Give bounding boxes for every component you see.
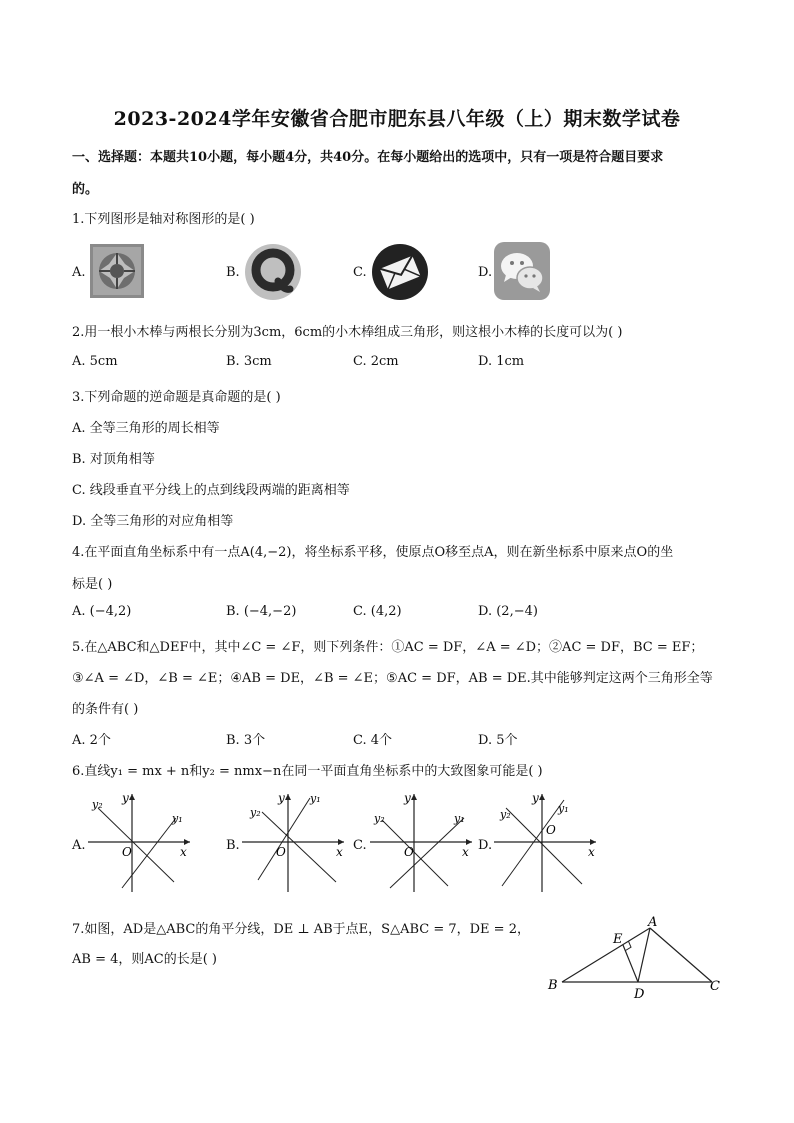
q7-stem-line1: 7.如图，AD是△ABC的角平分线，DE ⊥ AB于点E，S△ABC = 7，DE = 2， bbox=[72, 922, 530, 937]
q6a-x-label: x bbox=[180, 845, 187, 859]
q1-option-d-label: D. bbox=[478, 265, 493, 280]
q6c-y2-label: y₂ bbox=[374, 812, 385, 825]
section-instructions-line1: 一、选择题：本题共10小题，每小题4分，共40分。在每小题给出的选项中，只有一项是符合题目要求 bbox=[72, 150, 664, 165]
q6c-y-label: y bbox=[404, 791, 411, 805]
q6d-x-label: x bbox=[588, 845, 595, 859]
q6d-y1-label: y₁ bbox=[558, 802, 569, 815]
q1-option-c-label: C. bbox=[353, 265, 367, 280]
q6-option-c-label: C. bbox=[353, 838, 367, 853]
q5-option-a: A. 2个 bbox=[72, 733, 111, 748]
q7-triangle-figure bbox=[540, 912, 730, 1002]
q6b-y-label: y bbox=[278, 791, 285, 805]
q4-stem-line1: 4.在平面直角坐标系中有一点A(4,−2)，将坐标系平移，使原点O移至点A，则在新坐标系中原来点O的坐 bbox=[72, 545, 674, 560]
q5-stem-line1: 5.在△ABC和△DEF中，其中∠C = ∠F，则下列条件：①AC = DF，∠A = ∠D；②AC = DF，BC = EF； bbox=[72, 640, 704, 655]
q4-option-d: D. (2,−4) bbox=[478, 604, 538, 619]
q6-graph-a bbox=[86, 790, 196, 894]
envelope-icon bbox=[371, 243, 429, 301]
q7-point-a: A bbox=[648, 915, 658, 930]
q5-option-d: D. 5个 bbox=[478, 733, 518, 748]
page-title: 2023-2024学年安徽省合肥市肥东县八年级（上）期末数学试卷 bbox=[113, 108, 681, 130]
camera-aperture-icon bbox=[90, 244, 144, 298]
q6-graph-b bbox=[240, 790, 350, 894]
q6c-x-label: x bbox=[462, 845, 469, 859]
q1-stem: 1.下列图形是轴对称图形的是( ) bbox=[72, 212, 255, 227]
q1-option-a-label: A. bbox=[72, 265, 86, 280]
q6-stem: 6.直线y₁ = mx + n和y₂ = nmx−n在同一平面直角坐标系中的大致图象可能是( ) bbox=[72, 764, 543, 779]
q6b-origin-label: O bbox=[276, 845, 286, 859]
q6a-origin-label: O bbox=[122, 845, 132, 859]
q4-option-a: A. (−4,2) bbox=[72, 604, 132, 619]
q6-option-d-label: D. bbox=[478, 838, 493, 853]
q-ring-icon bbox=[244, 243, 302, 301]
q3-option-b: B. 对顶角相等 bbox=[72, 452, 155, 467]
q3-option-a: A. 全等三角形的周长相等 bbox=[72, 421, 220, 436]
q5-stem-line2: ③∠A = ∠D，∠B = ∠E；④AB = DE，∠B = ∠E；⑤AC = DF，AB = DE.其中能够判定这两个三角形全等 bbox=[72, 671, 713, 686]
q6d-y-label: y bbox=[532, 791, 539, 805]
q6d-y2-label: y₂ bbox=[500, 808, 511, 821]
q6-option-a-label: A. bbox=[72, 838, 86, 853]
q2-option-b: B. 3cm bbox=[226, 354, 272, 369]
q7-point-b: B bbox=[548, 978, 558, 993]
q6-graph-d bbox=[492, 790, 602, 894]
q6d-origin-label: O bbox=[546, 823, 556, 837]
q4-option-b: B. (−4,−2) bbox=[226, 604, 297, 619]
q3-stem: 3.下列命题的逆命题是真命题的是( ) bbox=[72, 390, 281, 405]
q4-stem-line2: 标是( ) bbox=[72, 577, 113, 592]
q3-option-d: D. 全等三角形的对应角相等 bbox=[72, 514, 234, 529]
q2-option-a: A. 5cm bbox=[72, 354, 118, 369]
section-instructions-line2: 的。 bbox=[72, 182, 99, 197]
q7-point-e: E bbox=[613, 932, 623, 947]
q5-option-c: C. 4个 bbox=[353, 733, 393, 748]
q5-option-b: B. 3个 bbox=[226, 733, 266, 748]
q6a-y-label: y bbox=[122, 791, 129, 805]
q7-stem-line2: AB = 4，则AC的长是( ) bbox=[72, 952, 217, 967]
q6b-x-label: x bbox=[336, 845, 343, 859]
q4-option-c: C. (4,2) bbox=[353, 604, 402, 619]
q6a-y1-label: y₁ bbox=[172, 812, 183, 825]
q2-option-c: C. 2cm bbox=[353, 354, 399, 369]
q3-option-c: C. 线段垂直平分线上的点到线段两端的距离相等 bbox=[72, 483, 350, 498]
q6c-y1-label: y₁ bbox=[454, 812, 465, 825]
q6b-y1-label: y₁ bbox=[310, 792, 321, 805]
q2-stem: 2.用一根小木棒与两根长分别为3cm，6cm的小木棒组成三角形，则这根小木棒的长度可以为( ) bbox=[72, 325, 623, 340]
q1-option-b-label: B. bbox=[226, 265, 240, 280]
q6a-y2-label: y₂ bbox=[92, 798, 103, 811]
wechat-icon bbox=[494, 242, 550, 300]
q6b-y2-label: y₂ bbox=[250, 806, 261, 819]
q5-stem-line3: 的条件有( ) bbox=[72, 702, 139, 717]
q2-option-d: D. 1cm bbox=[478, 354, 525, 369]
q6c-origin-label: O bbox=[404, 845, 414, 859]
q6-option-b-label: B. bbox=[226, 838, 240, 853]
q7-point-c: C bbox=[710, 979, 720, 994]
q6-graph-c bbox=[368, 790, 478, 894]
q7-point-d: D bbox=[634, 987, 645, 1002]
